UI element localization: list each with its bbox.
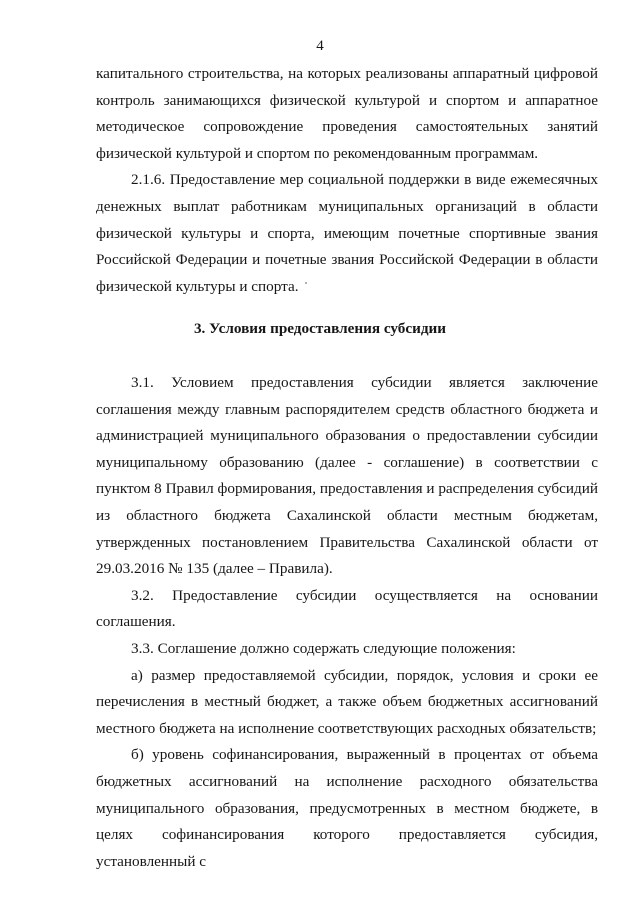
paragraph-3-2: 3.2. Предоставление субсидии осуществляется на основании соглашения. (96, 586, 598, 631)
paragraph-3-3-a: а) размер предоставляемой субсидии, порядок, условия и сроки ее перечисления в местный бюджет, а также объем бюджетных ассигнований местного бюджета на исполнение соответствующих расходных обязательств; (96, 666, 598, 737)
section-3-text (96, 370, 598, 875)
section-2-text (96, 61, 598, 300)
paragraph-3-1: 3.1. Условием предоставления субсидии является заключение соглашения между главным распорядителем средств областного бюджета и администрацией муниципального образования о предоставлении субсидии муниципальному образованию (далее - соглашение) в соответствии с пунктом 8 Правил формирования, предоставления и распределения субсидий из областного бюджета Сахалинской области местным бюджетам, утвержденных постановлением Правительства Сахалинской области от 29.03.2016 № 135 (далее – Правила). (96, 374, 599, 578)
paragraph-continuation: капитального строительства, на которых реализованы аппаратный цифровой контроль занимающихся физической культурой и спортом и аппаратное методическое сопровождение проведения самостоятельных занятий физической культурой и спортом по рекомендованным программам. (96, 65, 598, 162)
scan-speck (305, 282, 307, 284)
paragraph-2-1-6: 2.1.6. Предоставление мер социальной поддержки в виде ежемесячных денежных выплат работникам муниципальных организаций в области физической культуры и спорта, имеющим почетные спортивные звания Российской Федерации и почетные звания Российской Федерации в области физической культуры и спорта. (96, 171, 598, 295)
paragraph-3-3-b: б) уровень софинансирования, выраженный в процентах от объема бюджетных ассигнований на исполнение расходного обязательства муниципального образования, предусмотренных в местном бюджете, в целях софинансирования которого предоставляется субсидия, установленный с (96, 746, 598, 870)
section-3-heading: 3. Условия предоставления субсидии (193, 320, 447, 337)
paragraph-3-3: 3.3. Соглашение должно содержать следующие положения: (131, 639, 516, 657)
page-number: 4 (316, 38, 324, 54)
